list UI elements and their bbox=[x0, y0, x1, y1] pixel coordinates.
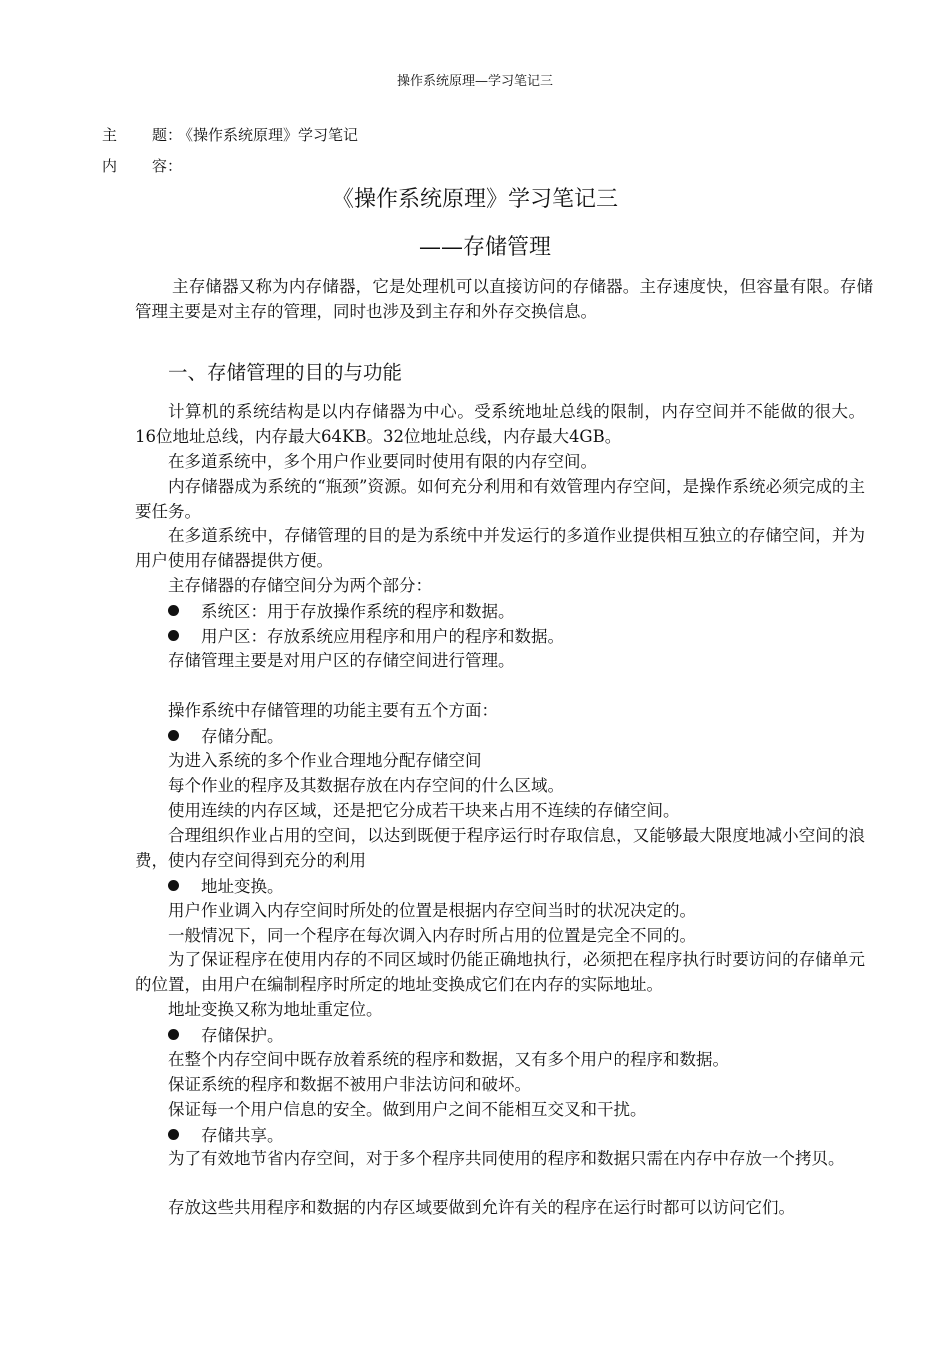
content-row bbox=[102, 155, 183, 176]
intro-paragraph: 主存储器又称为内存储器，它是处理机可以直接访问的存储器。主存速度快，但容量有限。存储管理主要是对主存的管理，同时也涉及到主存和外存交换信息。 bbox=[135, 277, 873, 321]
paragraph: 在多道系统中，多个用户作业要同时使用有限的内存空间。 bbox=[168, 452, 597, 471]
paragraph: 用户作业调入内存空间时所处的位置是根据内存空间当时的状况决定的。 bbox=[168, 901, 696, 920]
paragraph: 在多道系统中，存储管理的目的是为系统中并发运行的多道作业提供相互独立的存储空间，并为用户使用存储器提供方便。 bbox=[135, 526, 865, 570]
paragraph: 计算机的系统结构是以内存储器为中心。受系统地址总线的限制，内存空间并不能做的很大。16位地址总线，内存最大64KB。32位地址总线，内存最大4GB。 bbox=[135, 402, 865, 446]
paragraph: 使用连续的内存区域，还是把它分成若干块来占用不连续的存储空间。 bbox=[168, 801, 680, 820]
bullet-item: 存储共享。 bbox=[168, 1122, 284, 1146]
paragraph: 操作系统中存储管理的功能主要有五个方面： bbox=[168, 701, 498, 720]
bullet-icon bbox=[168, 605, 179, 616]
bullet-item: 存储分配。 bbox=[168, 723, 284, 747]
bullet-icon bbox=[168, 880, 179, 891]
paragraph: 存放这些共用程序和数据的内存区域要做到允许有关的程序在运行时都可以访问它们。 bbox=[168, 1198, 795, 1217]
paragraph: 地址变换又称为地址重定位。 bbox=[168, 1000, 383, 1019]
section-heading: 一、存储管理的目的与功能 bbox=[168, 361, 403, 384]
subject-label-a: 主 bbox=[102, 126, 118, 144]
paragraph: 存储管理主要是对用户区的存储空间进行管理。 bbox=[168, 651, 515, 670]
paragraph: 保证系统的程序和数据不被用户非法访问和破坏。 bbox=[168, 1075, 531, 1094]
paragraph: 合理组织作业占用的空间，以达到既便于程序运行时存取信息，又能够最大限度地减小空间的浪费，使内存空间得到充分的利用 bbox=[135, 826, 865, 870]
subject-label-b: 题： bbox=[152, 126, 183, 144]
paragraph: 为了保证程序在使用内存的不同区域时仍能正确地执行，必须把在程序执行时要访问的存储单元的位置，由用户在编制程序时所定的地址变换成它们在内存的实际地址。 bbox=[135, 950, 865, 994]
document-subtitle: ——存储管理 bbox=[418, 235, 551, 260]
document-title: 《操作系统原理》学习笔记三 bbox=[331, 187, 618, 212]
bullet-item: 存储保护。 bbox=[168, 1022, 284, 1046]
content-label-a: 内 bbox=[102, 157, 118, 175]
bullet-item: 地址变换。 bbox=[168, 873, 284, 897]
paragraph: 在整个内存空间中既存放着系统的程序和数据，又有多个用户的程序和数据。 bbox=[168, 1050, 729, 1069]
bullet-icon bbox=[168, 730, 179, 741]
paragraph: 内存储器成为系统的“瓶颈”资源。如何充分利用和有效管理内存空间，是操作系统必须完成的主要任务。 bbox=[135, 477, 865, 521]
subject-row bbox=[102, 124, 358, 145]
bullet-icon bbox=[168, 1129, 179, 1140]
bullet-icon bbox=[168, 1029, 179, 1040]
bullet-icon bbox=[168, 630, 179, 641]
bullet-item: 用户区：存放系统应用程序和用户的程序和数据。 bbox=[168, 623, 564, 647]
page-header: 操作系统原理—学习笔记三 bbox=[396, 74, 553, 89]
paragraph: 为进入系统的多个作业合理地分配存储空间 bbox=[168, 751, 482, 770]
paragraph: 一般情况下，同一个程序在每次调入内存时所占用的位置是完全不同的。 bbox=[168, 926, 696, 945]
paragraph: 为了有效地节省内存空间，对于多个程序共同使用的程序和数据只需在内存中存放一个拷贝。 bbox=[168, 1149, 845, 1168]
paragraph: 每个作业的程序及其数据存放在内存空间的什么区域。 bbox=[168, 776, 564, 795]
subject-value: 《操作系统原理》学习笔记 bbox=[178, 126, 359, 144]
paragraph: 保证每一个用户信息的安全。做到用户之间不能相互交叉和干扰。 bbox=[168, 1100, 647, 1119]
content-label-b: 容： bbox=[152, 157, 183, 175]
bullet-item: 系统区：用于存放操作系统的程序和数据。 bbox=[168, 598, 515, 622]
paragraph: 主存储器的存储空间分为两个部分： bbox=[168, 576, 432, 595]
